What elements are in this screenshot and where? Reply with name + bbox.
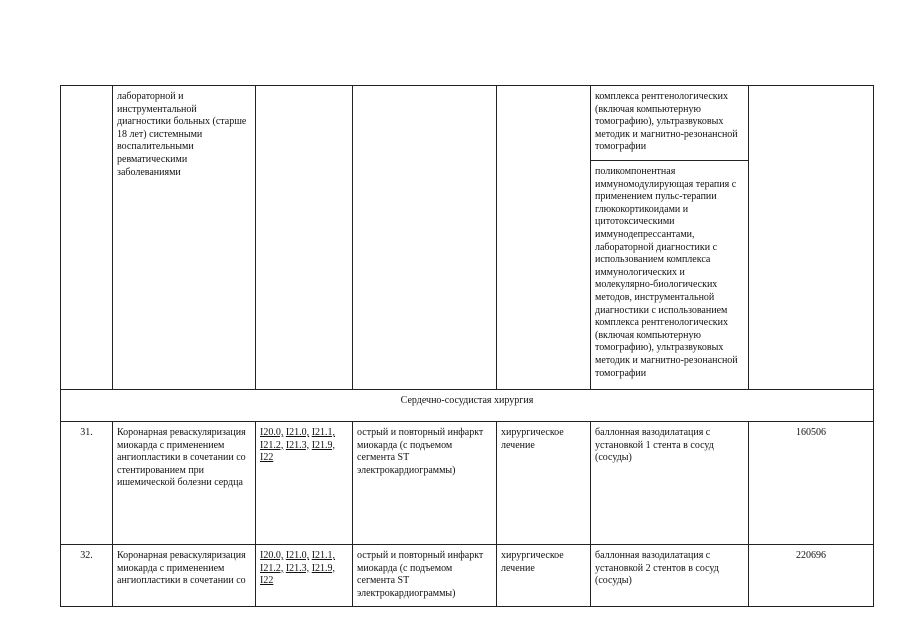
- row-number: 31.: [61, 422, 113, 545]
- patient-model: острый и повторный инфаркт миокарда (с подъемом сегмента ST электрокардиограммы): [353, 422, 497, 545]
- procedure-name: Коронарная реваскуляризация миокарда с применением ангиопластики в сочетании со стентированием при ишемической болезни сердца: [113, 422, 256, 545]
- treatment-type: хирургическое лечение: [497, 545, 591, 607]
- icd-code: I22: [260, 575, 274, 587]
- icd-code: I20.0,: [260, 550, 284, 561]
- cell-patient-empty: [353, 86, 497, 390]
- treatment-method: баллонная вазодилатация с установкой 1 стента в сосуд (сосуды): [591, 422, 749, 545]
- cell-treatment-empty: [497, 86, 591, 390]
- procedures-table: [60, 85, 874, 607]
- procedure-name: Коронарная реваскуляризация миокарда с применением ангиопластики в сочетании со: [113, 545, 256, 607]
- icd-code: I22: [260, 452, 274, 464]
- treatment-type: хирургическое лечение: [497, 422, 591, 545]
- icd-code: I21.1,: [311, 427, 336, 438]
- icd-codes: [256, 545, 353, 607]
- icd-code: I21.0,: [285, 550, 310, 561]
- table-row: [61, 545, 874, 607]
- patient-model: острый и повторный инфаркт миокарда (с подъемом сегмента ST электрокардиограммы): [353, 545, 497, 607]
- cell-cost-empty: [749, 86, 874, 390]
- cell-name-continuation: лабораторной и инструментальной диагностики больных (старше 18 лет) системными воспалительными ревматическими заболеваниями: [113, 86, 256, 390]
- icd-code: I20.0,: [260, 427, 284, 438]
- section-title: Сердечно-сосудистая хирургия: [61, 390, 874, 422]
- icd-code: I21.3,: [285, 439, 310, 451]
- table-row-continuation: [61, 86, 874, 161]
- icd-code: I21.9,: [311, 562, 336, 574]
- cell-codes-empty: [256, 86, 353, 390]
- row-number: 32.: [61, 545, 113, 607]
- icd-code: I21.2,: [260, 562, 284, 574]
- icd-code: I21.0,: [285, 427, 310, 438]
- icd-code: I21.9,: [311, 439, 336, 451]
- table-row: [61, 422, 874, 545]
- icd-codes: [256, 422, 353, 545]
- cost-value: 220696: [749, 545, 874, 607]
- cell-method-continuation: комплекса рентгенологических (включая компьютерную томографию), ультразвуковых методик и магнитно-резонансной томографии: [591, 86, 749, 161]
- icd-code: I21.2,: [260, 439, 284, 451]
- cell-num-empty: [61, 86, 113, 390]
- cell-method-polycomponent: поликомпонентная иммуномодулирующая терапия с применением пульс-терапии глюкокортикоидами и цитотоксическими иммунодепрессантами, лабораторной диагностики с использованием комплекса иммунологических и молекулярно-биологических методов, инструментальной диагностики с использованием комплекса рентгенологических (включая компьютерную томографию), ультразвуковых методик и магнитно-резонансной томографии: [591, 161, 749, 390]
- cost-value: 160506: [749, 422, 874, 545]
- icd-code: I21.3,: [285, 562, 310, 574]
- treatment-method: баллонная вазодилатация с установкой 2 стентов в сосуд (сосуды): [591, 545, 749, 607]
- icd-code: I21.1,: [311, 550, 336, 561]
- section-row: [61, 390, 874, 422]
